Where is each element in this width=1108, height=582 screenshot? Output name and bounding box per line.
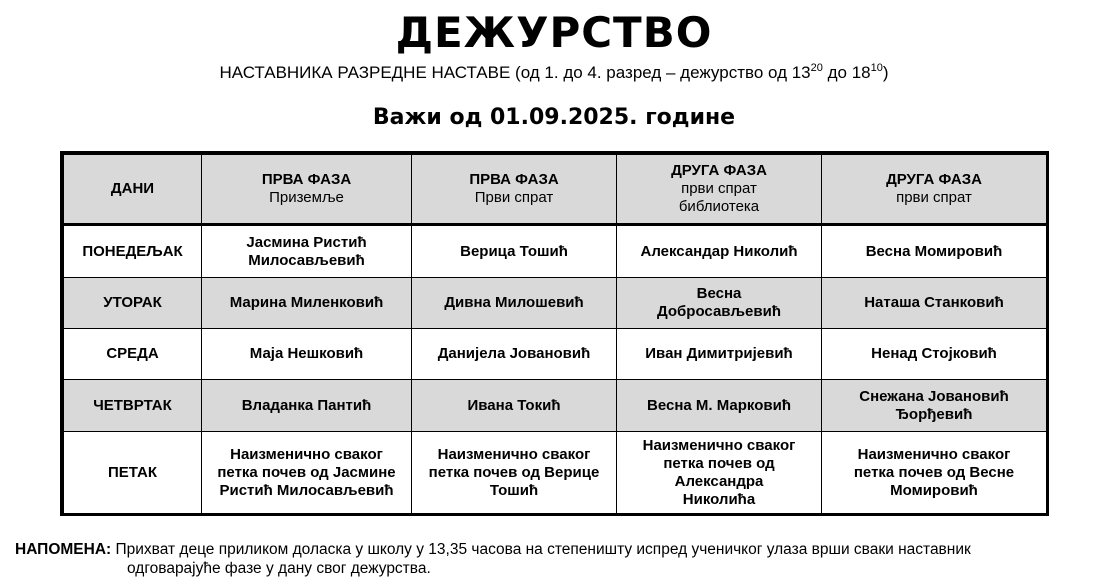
table-cell: Иван Димитријевић xyxy=(617,329,822,380)
note-label: НАПОМЕНА: xyxy=(15,541,112,558)
table-row xyxy=(64,278,1047,329)
table-cell: Дивна Милошевић xyxy=(412,278,617,329)
note-line2: одговарајуће фазе у дану свог дежурства. xyxy=(127,560,431,577)
table-cell: Јасмина Ристић Милосављевић xyxy=(202,225,412,278)
table-cell: Наташа Станковић xyxy=(822,278,1047,329)
header-title: ДРУГА ФАЗА xyxy=(671,162,767,179)
note-line1: Прихват деце приликом доласка у школу у 13,35 часова на степеништу испред ученичког улаза врши сваки наставник xyxy=(115,541,971,558)
table-cell: Наизменично сваког петка почев од Весне Момировић xyxy=(822,432,1047,514)
table-cell: Наизменично сваког петка почев од Верице Тошић xyxy=(412,432,617,514)
page-title: ДЕЖУРСТВО xyxy=(395,8,713,57)
footnote xyxy=(15,540,1105,578)
table-cell: Марина Миленковић xyxy=(202,278,412,329)
header-title: ДАНИ xyxy=(110,180,155,197)
header-sub: Први спрат xyxy=(474,189,554,206)
table-cell: Весна Добросављевић xyxy=(617,278,822,329)
header-phase xyxy=(617,155,822,225)
table-cell: Наизменично сваког петка почев од Александра Николића xyxy=(617,432,822,514)
day-cell: СРЕДА xyxy=(64,329,202,380)
table-cell: Маја Нешковић xyxy=(202,329,412,380)
page-subtitle xyxy=(0,62,1108,84)
header-title: ПРВА ФАЗА xyxy=(261,171,352,188)
table-cell: Данијела Јовановић xyxy=(412,329,617,380)
table-row xyxy=(64,225,1047,278)
header-row xyxy=(64,155,1047,225)
valid-from: Важи од 01.09.2025. године xyxy=(372,105,736,130)
table-row xyxy=(64,432,1047,514)
header-phase xyxy=(202,155,412,225)
header-days xyxy=(64,155,202,225)
header-sub: Приземље xyxy=(269,189,344,206)
table-row xyxy=(64,380,1047,432)
table-cell: Верица Тошић xyxy=(412,225,617,278)
header-title: ДРУГА ФАЗА xyxy=(886,171,982,188)
day-cell: УТОРАК xyxy=(64,278,202,329)
subtitle-to-sup: 10 xyxy=(870,62,883,74)
header-phase xyxy=(822,155,1047,225)
table-cell: Наизменично сваког петка почев од Јасмине Ристић Милосављевић xyxy=(202,432,412,514)
header-title: ПРВА ФАЗА xyxy=(469,171,559,188)
table-row xyxy=(64,329,1047,380)
day-cell: ПЕТАК xyxy=(64,432,202,514)
day-cell: ПОНЕДЕЉАК xyxy=(64,225,202,278)
table-cell: Ненад Стојковић xyxy=(822,329,1047,380)
table-cell: Владанка Пантић xyxy=(202,380,412,432)
day-cell: ЧЕТВРТАК xyxy=(64,380,202,432)
table-cell: Снежана Јовановић Ђорђевић xyxy=(822,380,1047,432)
subtitle-mid: до 18 xyxy=(822,63,871,82)
table-cell: Ивана Токић xyxy=(412,380,617,432)
table-cell: Весна М. Марковић xyxy=(617,380,822,432)
header-phase xyxy=(412,155,617,225)
subtitle-end: ) xyxy=(882,63,889,82)
header-sub: први спрат xyxy=(896,189,972,206)
duty-table xyxy=(60,151,1049,516)
table-cell: Весна Момировић xyxy=(822,225,1047,278)
subtitle-text: НАСТАВНИКА РАЗРЕДНЕ НАСТАВЕ (од 1. до 4. разред – дежурство од 13 xyxy=(219,63,811,82)
subtitle-from-sup: 20 xyxy=(810,62,823,74)
table-cell: Александар Николић xyxy=(617,225,822,278)
header-sub: први спрат библиотека xyxy=(678,180,760,215)
